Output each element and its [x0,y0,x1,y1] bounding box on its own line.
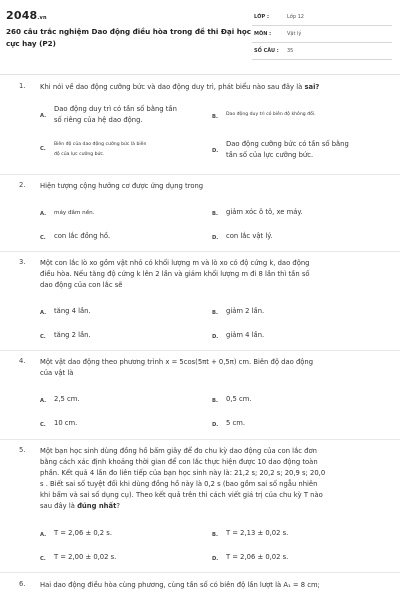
question-text [40,258,385,291]
question-text-line: phần. Kết quả 4 lần đo liên tiếp của bạn học sinh này là: 21,2 s; 20,2 s; 20,9 s; 20,0 [40,469,326,477]
option-text-line: Biên độ của dao động cưỡng bức là biên [54,142,147,147]
question-text-line: Một vật dao động theo phương trình x = 5cos(5πt + 0,5π) cm. Biên độ dao động [40,358,314,366]
question-text-line: s . Biết sai số tuyệt đối khi dùng đồng hồ này là 0,2 s (bao gồm sai số ngẫu nhiên [40,480,318,488]
option-text-line: Dao động cưỡng bức có tần số bằng [226,140,349,148]
question-text: Hiện tượng cộng hưởng cơ được ứng dụng trong [40,182,204,190]
option-letter: B. [212,114,218,120]
question-text-line: Một con lắc lò xo gồm vật nhỏ có khối lượng m và lò xo có độ cứng k, dao động [40,259,310,267]
option-letter: C. [40,334,46,340]
option-text: tăng 2 lần. [54,331,91,339]
option-text: T = 2,13 ± 0,02 s. [226,529,289,537]
question-number: 4. [19,357,26,365]
option-letter: A. [40,113,47,119]
question-text: Hai dao động điều hòa cùng phương, cùng tần số có biên độ lần lượt là A₁ = 8 cm; [40,581,320,589]
meta-label-subject: MÔN : [254,31,272,37]
meta-row-subject [252,28,392,43]
meta-value-count: 35 [287,48,294,54]
option-text: T = 2,06 ± 0,02 s. [226,553,289,561]
question-number: 2. [19,181,26,189]
question-text-emphasis: sai? [304,83,320,91]
question-number: 6. [19,580,26,588]
option-text: 0,5 cm. [226,395,252,403]
option-text-line: Dao động duy trì có tần số bằng tần [54,105,177,113]
option-letter: D. [212,235,219,241]
question-text-main: sau đây là [40,502,78,510]
option-text: Dao động duy trì có biên độ không đổi. [226,112,316,117]
option-text-line: số riêng của hệ dao động. [54,116,143,124]
option-text: T = 2,06 ± 0,2 s. [54,529,112,537]
logo-suffix: .vn [37,15,47,21]
question-text-line: điều hòa. Nếu tăng độ cứng k lên 2 lần và giảm khối lượng m đi 8 lần thì tần số [40,270,310,278]
option-text [226,139,349,161]
option-text: tăng 4 lần. [54,307,91,315]
option-letter: C. [40,422,46,428]
question-divider [0,439,400,440]
option-text: con lắc vật lý. [226,232,273,240]
question-text [40,82,385,93]
option-text: giảm 2 lần. [226,307,265,315]
option-letter: A. [40,211,47,217]
question-divider [0,350,400,351]
question-text [40,357,385,379]
option-text: 10 cm. [54,419,78,427]
question-text-line: dao động của con lắc sẽ [40,281,123,289]
meta-label-class: LỚP : [254,14,269,20]
meta-row-class [252,11,392,26]
question-text-main: ? [116,502,120,510]
question-divider [0,174,400,175]
question-text-line [40,501,385,512]
option-letter: C. [40,146,46,152]
option-text: 5 cm. [226,419,246,427]
option-letter: B. [212,398,218,404]
option-letter: A. [40,398,47,404]
question-text-line: Một bạn học sinh dùng đồng hồ bấm giây để đo chu kỳ dao động của con lắc đơn [40,447,317,455]
option-letter: A. [40,532,47,538]
question-text-line: khi bấm và sai số dụng cụ). Theo kết quả trên thì cách viết giá trị của chu kỳ T nào [40,491,323,499]
option-letter: B. [212,310,218,316]
option-text-line: tần số của lực cưỡng bức. [226,151,314,159]
question-number: 1. [19,82,26,90]
logo-main: 2048 [6,9,38,22]
meta-value-class: Lớp 12 [287,14,304,20]
question-text-emphasis: đúng nhất [77,502,117,510]
document-title: 260 câu trắc nghiệm Dao động điều hòa trong đề thi Đại học cực hay (P2) [6,27,252,48]
meta-row-count [252,45,392,60]
option-text: máy đầm nền. [54,210,95,216]
option-text: giảm xóc ô tô, xe máy. [226,208,303,216]
meta-label-count: SỐ CÂU : [254,48,279,54]
question-number: 5. [19,446,26,454]
option-letter: A. [40,310,47,316]
metadata-panel [252,11,392,62]
option-letter: B. [212,532,218,538]
option-text: con lắc đồng hồ. [54,232,111,240]
question-text-line: bằng cách xác định khoảng thời gian để con lắc thực hiện được 10 dao động toàn [40,458,318,466]
question-text [40,446,385,512]
meta-value-subject: Vật lý [287,31,302,37]
question-divider [0,251,400,252]
option-text: giảm 4 lần. [226,331,265,339]
option-text-line: độ của lực cưỡng bức. [54,151,105,157]
option-text: 2,5 cm. [54,395,80,403]
option-text [54,104,177,126]
option-letter: C. [40,556,46,562]
option-text [54,140,146,159]
option-letter: D. [212,334,219,340]
option-text: T = 2,00 ± 0,02 s. [54,553,117,561]
document-header [0,0,400,72]
site-logo[interactable] [6,9,47,22]
option-letter: B. [212,211,218,217]
option-letter: D. [212,556,219,562]
question-text-line: của vật là [40,369,74,377]
question-text-main: Khi nói về dao động cưỡng bức và dao động duy trì, phát biểu nào sau đây là [40,83,305,91]
option-letter: D. [212,148,219,154]
question-number: 3. [19,258,26,266]
option-letter: D. [212,422,219,428]
header-divider [0,74,400,75]
question-divider [0,572,400,573]
option-letter: C. [40,235,46,241]
